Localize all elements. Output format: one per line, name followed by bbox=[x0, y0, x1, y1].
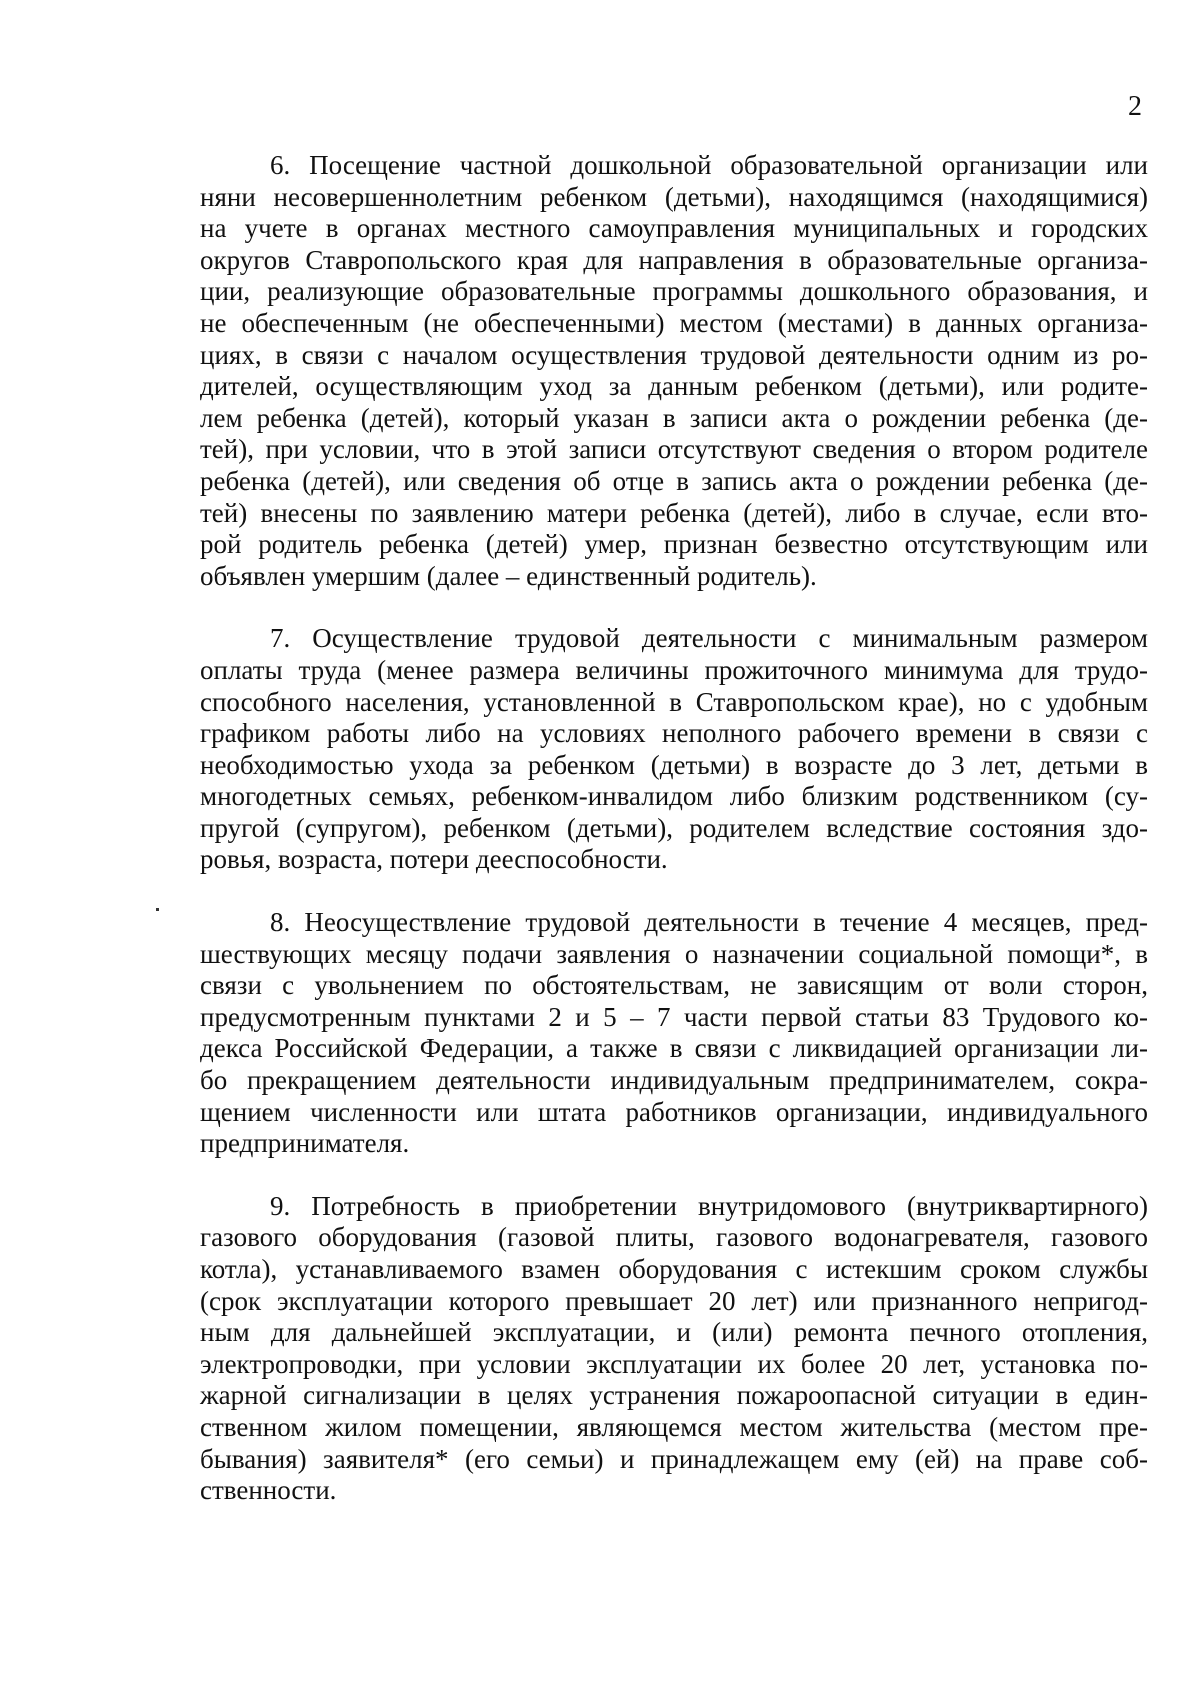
paragraph-line: дителей, осуществляющим уход за данным ребенком (детьми), или родите- bbox=[200, 371, 1148, 402]
paragraph-line: объявлен умершим (далее – единственный родитель). bbox=[200, 560, 817, 591]
paragraph-line: 8. Неосуществление трудовой деятельности в течение 4 месяцев, пред- bbox=[270, 907, 1148, 938]
paragraph-line: ственном жилом помещении, являющемся местом жительства (местом пре- bbox=[200, 1411, 1148, 1442]
paragraph-line: котла), устанавливаемого взамен оборудования с истекшим сроком службы bbox=[200, 1254, 1148, 1284]
paragraph-line: необходимостью ухода за ребенком (детьми) в возрасте до 3 лет, детьми в bbox=[200, 749, 1148, 780]
paragraph-line: газового оборудования (газовой плиты, газового водонагревателя, газового bbox=[200, 1222, 1148, 1253]
paragraph-line: предусмотренным пунктами 2 и 5 – 7 части первой статьи 83 Трудового ко- bbox=[200, 1001, 1148, 1032]
paragraph-line: способного населения, установленной в Ставропольском крае), но с удобным bbox=[200, 686, 1148, 717]
paragraph-line: ственности. bbox=[200, 1475, 337, 1506]
paragraph-line: на учете в органах местного самоуправления муниципальных и городских bbox=[200, 213, 1148, 244]
paragraph-line: шествующих месяцу подачи заявления о назначении социальной помощи*, в bbox=[200, 938, 1148, 969]
paragraph-line: предпринимателя. bbox=[200, 1128, 410, 1159]
paragraph-line: няни несовершеннолетним ребенком (детьми), находящимся (находящимися) bbox=[200, 181, 1148, 212]
paragraph-line: тей) внесены по заявлению матери ребенка (детей), либо в случае, если вто- bbox=[200, 497, 1148, 528]
paragraph-line: 9. Потребность в приобретении внутридомового (внутриквартирного) bbox=[270, 1190, 1148, 1221]
paragraph-line: ровья, возраста, потери дееспособности. bbox=[200, 844, 668, 875]
paragraph-line: электропроводки, при условии эксплуатации их более 20 лет, установка по- bbox=[200, 1348, 1148, 1379]
paragraph-line: многодетных семьях, ребенком-инвалидом либо близким родственником (су- bbox=[200, 781, 1148, 812]
paragraph-line: ребенка (детей), или сведения об отце в запись акта о рождении ребенка (де- bbox=[200, 465, 1148, 496]
paragraph-line: тей), при условии, что в этой записи отсутствуют сведения о втором родителе bbox=[200, 434, 1148, 465]
paragraph-line: циях, в связи с началом осуществления трудовой деятельности одним из ро- bbox=[200, 339, 1148, 370]
document-body bbox=[200, 150, 1148, 1507]
paragraph-8 bbox=[200, 907, 1148, 1160]
paragraph-line: (срок эксплуатации которого превышает 20 лет) или признанного непригод- bbox=[200, 1285, 1148, 1316]
paragraph-6 bbox=[200, 150, 1148, 592]
paragraph-line: 7. Осуществление трудовой деятельности с минимальным размером bbox=[270, 623, 1148, 654]
paragraph-line: бывания) заявителя* (его семьи) и принадлежащем ему (ей) на праве соб- bbox=[200, 1443, 1148, 1474]
paragraph-line: связи с увольнением по обстоятельствам, не зависящим от воли сторон, bbox=[200, 970, 1148, 1001]
paragraph-line: 6. Посещение частной дошкольной образовательной организации или bbox=[270, 150, 1148, 180]
paragraph-line: рой родитель ребенка (детей) умер, признан безвестно отсутствующим или bbox=[200, 529, 1148, 560]
paragraph-7 bbox=[200, 623, 1148, 876]
paragraph-line: пругой (супругом), ребенком (детьми), родителем вследствие состояния здо- bbox=[200, 812, 1148, 843]
paragraph-line: ным для дальнейшей эксплуатации, и (или) ремонта печного отопления, bbox=[200, 1317, 1148, 1348]
paragraph-line: лем ребенка (детей), который указан в записи акта о рождении ребенка (де- bbox=[200, 402, 1148, 433]
paragraph-line: не обеспеченным (не обеспеченными) местом (местами) в данных организа- bbox=[200, 307, 1148, 338]
paragraph-line: ции, реализующие образовательные программы дошкольного образования, и bbox=[200, 276, 1148, 307]
paragraph-line: декса Российской Федерации, а также в связи с ликвидацией организации ли- bbox=[200, 1033, 1148, 1064]
paragraph-line: графиком работы либо на условиях неполного рабочего времени в связи с bbox=[200, 718, 1148, 749]
paragraph-line: оплаты труда (менее размера величины прожиточного минимума для трудо- bbox=[200, 654, 1148, 685]
page-number: 2 bbox=[1128, 91, 1142, 122]
paragraph-9 bbox=[200, 1191, 1148, 1507]
scan-speck bbox=[156, 908, 159, 911]
paragraph-line: округов Ставропольского края для направления в образовательные организа- bbox=[200, 244, 1148, 275]
paragraph-line: бо прекращением деятельности индивидуальным предпринимателем, сокра- bbox=[200, 1065, 1148, 1096]
paragraph-line: щением численности или штата работников организации, индивидуального bbox=[200, 1096, 1148, 1127]
paragraph-line: жарной сигнализации в целях устранения пожароопасной ситуации в един- bbox=[200, 1380, 1148, 1411]
